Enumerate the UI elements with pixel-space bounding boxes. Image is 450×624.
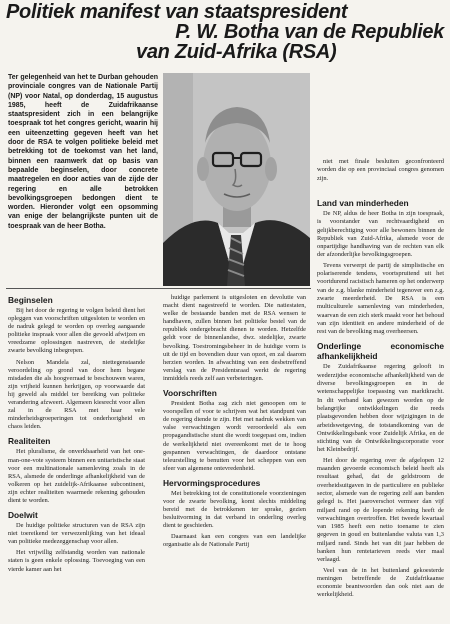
heading-land: Land van minderheden xyxy=(317,198,409,208)
onderlinge-paragraph-3: Veel van de in het buitenland gekoesterde meningen betreffende de Zuidafrikaanse economie beantwoorden dan ook niet aan de werkelijkheid. xyxy=(317,566,444,599)
left-column xyxy=(8,290,145,577)
section-land xyxy=(317,193,444,602)
realiteiten-paragraph-1: Het pluralisme, de onverkbaarheid van het one-man-one-vote systeem binnen een unitaristische staat voor een multinationale samenleving zoals in de RSA, alsmede de onderlinge afhankelijkheid van de volkeren op het zuidelijk-Afrikaanse subcontinent, zijn echter realiteiten waarmede rekening gehouden dient te worden. xyxy=(8,448,145,504)
beginselen-paragraph-1: Bij het door de regering te volgen beleid dient het opleggen van voorschriften uitgesloten te worden en de nadruk gelegd te worden op overleg aangaande politieke inspraak voor allen die gevoeld afwijzen en vreedzame oplossingen nastreven, de stedelijke zwarte bevolking inbegrepen. xyxy=(8,307,145,355)
right-column-top xyxy=(317,158,444,185)
beginselen-paragraph-2: Nelson Mandela zal, niettegenstaande veroordeling op grond van door hem begane misdaden die als hoogverraad te beschouwen waren, zijn vrijheid kunnen herkrijgen, op voorwaarde dat hij geweld als middel ter bereiking van politieke verandering afzweert. Algemeen kiesrecht voor allen zal in de RSA met haar vele minderheidsgroeperingen tot onderhorigheid en chaos leiden. xyxy=(8,358,145,431)
heading-realiteiten: Realiteiten xyxy=(8,436,51,447)
middle-column xyxy=(163,294,306,553)
doelwit-paragraph-1: De huidige politieke structuren van de RSA zijn niet toereikend ter verwezenlijking van het ideaal van politieke medezeggenschap voor allen. xyxy=(8,522,145,546)
portrait-photo xyxy=(163,73,310,286)
voorschriften-paragraph-1: President Botha zag zich niet genoopen om te voorspellen of voor te schrijven wat het standpunt van de regering diende te zijn. Het met nadruk wekken van valse verwachtingen wordt veroordeeld als een propagandistische stunt die wordt toegepast om, indien de werkelijkheid niet overeenkomt met de te hoog gespannen verwachtingen, de daardoor ontstane teleurstelling te benutten voor het scheppen van een sfeer van algemene ontevredenheid. xyxy=(163,400,306,472)
heading-doelwit: Doelwit xyxy=(8,510,38,521)
title-line-2: P. W. Botha van de Republiek xyxy=(175,21,444,43)
title-line-1: Politiek manifest van staatspresident xyxy=(6,1,348,23)
land-paragraph-2: Tevens verwerpt de partij de simplistische en polariserende tendens, voortspruitend uit het voortdurend racistisch hameren op het onderwerp van de z.g. blanke minderheid tegenover een z.g. zwarte meerderheid. De RSA is een multiculturele samenleving van minderheden, waarvan de een zich sterk maakt voor het behoud van zijn identiteit en andere minderheid of de rest van de bevolking mag overheersen. xyxy=(317,261,444,336)
section-divider xyxy=(6,288,311,289)
hervorming-paragraph-2: Daarnaast kan een congres van een landelijke organisatie als de Nationale Partij xyxy=(163,533,306,549)
middle-paragraph-1: huidige parlement is uitgesloten en devolutie van macht dient nagestreefd te worden. Die natiestaten, welke de bestaande banden met de RSA wensen te handhaven, zullen binnen het politieke bestel van de republiek ondergebracht dienen te worden. Hetzelfde geldt voor de binnenlandse, dwz. stedelijke, zwarte bevolking. Toestromingsbeheer in de huidige vorm is uit de tijd en bovendien duur van opzet, en zal daarom herzien worden. In afwachting van een desbetreffend verslag van de Presidentsraad werkt de regering inmiddels reeds zelf aan verbeteringen. xyxy=(163,294,306,382)
onderlinge-paragraph-1: De Zuidafrikaanse regering gelooft in wederzijdse economische afhankelijkheid van de diverse bevolkingsgroepen en in de wetenschappelijke toepassing van marktkracht. In dit verband kan gewezen worden op de belangrijke ontwikkelingen die reeds plaatsgevonden hebben door wijzigingen in de arbeidswetgeving, de totstandkoming van de Ontwikkelingsbank voor Zuidelijk Afrika, en de stichting van de Ontwikkelingscorporatie voor het Kleinbedrijf. xyxy=(317,363,444,454)
heading-beginselen: Beginselen xyxy=(8,295,53,305)
title-line-3: van Zuid-Afrika (RSA) xyxy=(136,41,337,63)
doelwit-paragraph-2: Het vrijwillig zelfstandig worden van nationale staten is geen enkele oplossing. Toevoeging van een vierde kamer aan het xyxy=(8,549,145,573)
right-top-paragraph: niet met finale besluiten geconfronteerd worden die op een provinciaal congres genomen zijn. xyxy=(317,158,444,182)
onderlinge-paragraph-2: Het door de regering over de afgelopen 12 maanden gevoerde economisch beleid heeft als resultaat gehad, dat de geldstroom de overheidsuitgaven in de particuliere en publieke sector, alsmede van de regering zelf aan banden gelegd is. Het jaaroverschot vermeer dan vijf miljard rand op de lopende rekening heeft de verwachtingen overtroffen. Het tweede kwartaal van 1985 heeft een netto toename te zien gegeven in goud en buitenlandse valuta van 1,3 miljard rand. Sinds het van dit jaar hebben de banken hun rentetarieven reeds vier maal verlaagd. xyxy=(317,456,444,564)
heading-onderlinge: Onderlinge economische afhankelijkheid xyxy=(317,341,444,362)
land-paragraph-1: De NP, aldus de heer Botha in zijn toespraak, is voorstander van rechtvaardigheid en gelijkberechtiging voor alle bewoners binnen de Republiek van Zuid-Afrika, alsmede voor de onpartijdige handhaving van de rechten van elk der afzonderlijke bevolkingsgroepen. xyxy=(317,210,444,259)
heading-hervorming: Hervormingsprocedures xyxy=(163,477,261,488)
heading-voorschriften: Voorschriften xyxy=(163,388,217,399)
article-title xyxy=(6,2,446,62)
intro-paragraph: Ter gelegenheid van het te Durban gehouden provinciale congres van de Nationale Partij (NP) voor Natal, op donderdag, 15 augustus 1985, heeft de Zuidafrikaanse staatspresident zich in een belangrijke toespraak tot het congres gericht, waarin hij een uiteenzetting gegeven heeft van het door de RSA te volgen politieke beleid met betrekking tot de toekomst van het land, binnen een raamwerk dat op basis van bepaalde beginselen, door concrete maatregelen en door acties van de zijde der regering en alle betrokken bevolkingsgroepen bedongen dient te worden. Hieronder volgt een opsomming van enige der belangrijkste punten uit de toespraak van de heer Botha. xyxy=(8,74,158,230)
hervorming-paragraph-1: Met betrekking tot de constitutionele voorzieningen voor de zwarte bevolking, komt slechts middeling bereid met de betrokkenen ter sprake, gezien besluitvorming in dat verband in onderling overleg dient te geschieden. xyxy=(163,489,306,530)
